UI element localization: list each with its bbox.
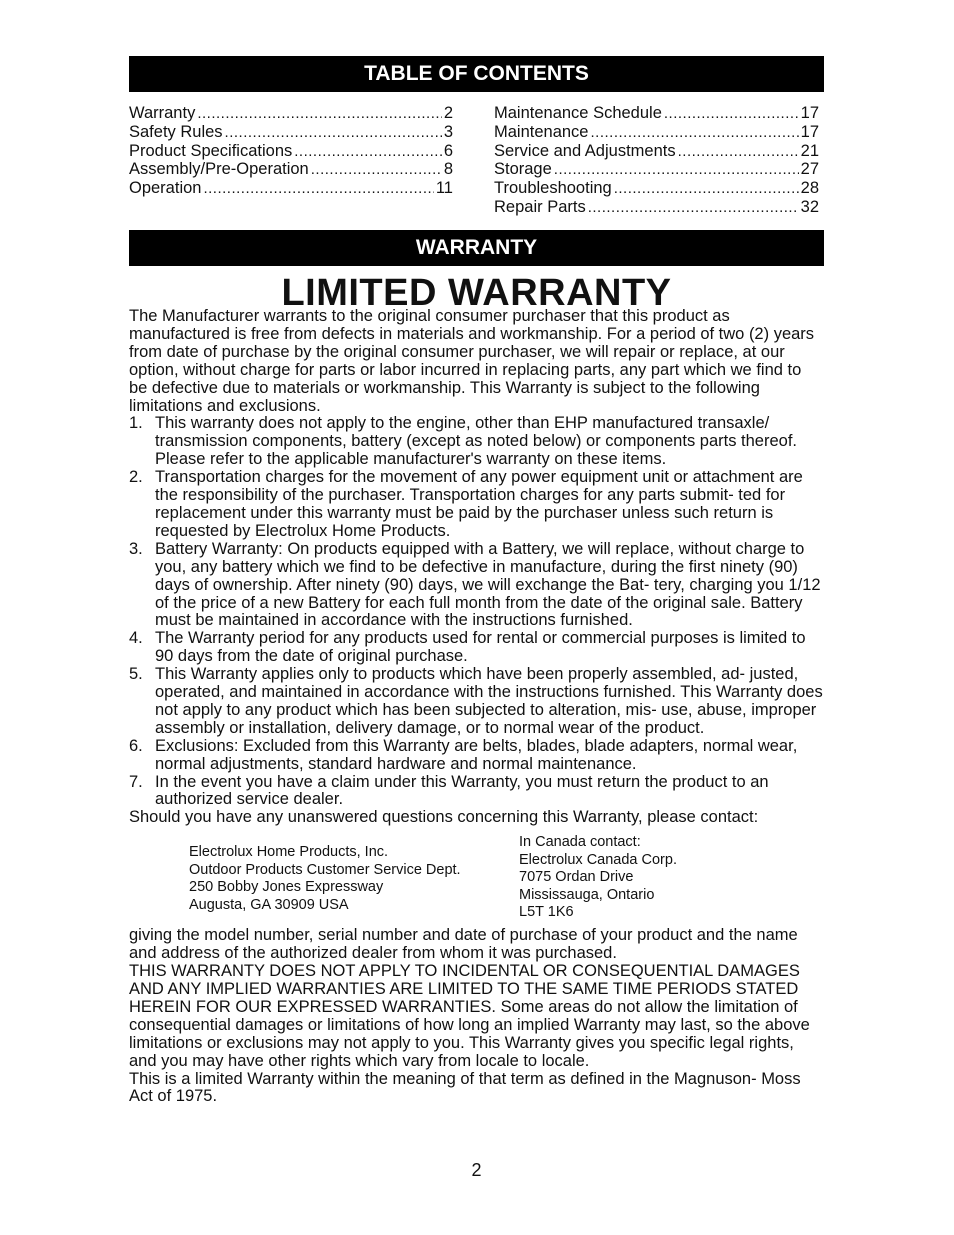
toc-entry[interactable] [129, 160, 453, 179]
address-line: Electrolux Home Products, Inc. [189, 844, 389, 861]
list-item [129, 469, 824, 541]
toc-leader [554, 161, 799, 180]
toc-entry[interactable] [129, 104, 453, 123]
list-item [129, 738, 824, 774]
toc-entry-page: 32 [800, 197, 819, 216]
list-item-text: Battery Warranty: On products equipped with a Battery, we will replace, without charge to you, any battery which we find to be defective in manufacture, during the first ninety (90) days of ownership. After ninety (90) days, we will exchange the Bat- tery, charging you 1/12 of the price of a new Battery for each full month from the date of the original sale. Battery must be maintained in accordance with the instructions furnished. [155, 539, 821, 630]
toc-entry[interactable] [494, 104, 819, 123]
list-item-number: 4. [129, 629, 143, 648]
list-item [129, 415, 824, 469]
list-item-text: In the event you have a claim under this Warranty, you must return the product to an authorized service dealer. [155, 772, 769, 809]
list-item [129, 774, 824, 810]
list-item-number: 2. [129, 468, 143, 487]
toc-entry-page: 21 [800, 141, 819, 160]
toc-entry-label: Assembly/Pre-Operation [129, 160, 309, 179]
toc-entry-page: 8 [443, 160, 453, 179]
address-line: 7075 Ordan Drive [519, 869, 634, 886]
toc-entry-page: 17 [800, 122, 819, 141]
list-item-text: This warranty does not apply to the engine, other than EHP manufactured transaxle/ transmission components, battery (except as noted below) or components parts thereof. Please refer to the applicable manufacturer's warranty on these items. [155, 414, 797, 469]
warranty-header: WARRANTY [129, 230, 824, 266]
toc-entry-page: 3 [443, 122, 453, 141]
toc-entry-page: 28 [800, 179, 819, 198]
page-number: 2 [471, 1160, 482, 1180]
contact-prompt: Should you have any unanswered questions concerning this Warranty, please contact: [129, 808, 759, 827]
toc-entry[interactable] [129, 179, 453, 198]
toc-entry[interactable] [494, 198, 819, 217]
toc-leader [311, 161, 442, 180]
toc-entry-page: 17 [800, 104, 819, 122]
toc-entry[interactable] [129, 123, 453, 142]
toc-entry-page: 27 [800, 160, 819, 179]
toc-entry-label: Troubleshooting [494, 179, 612, 198]
toc-right-column [494, 104, 819, 217]
toc-header: TABLE OF CONTENTS [129, 56, 824, 92]
contact-address-canada [519, 834, 779, 921]
toc-leader [678, 143, 799, 162]
address-line: In Canada contact: [519, 834, 641, 851]
address-line: L5T 1K6 [519, 903, 574, 920]
toc-entry-label: Product Specifications [129, 141, 293, 160]
toc-leader [203, 180, 433, 199]
address-line: Electrolux Canada Corp. [519, 851, 677, 868]
warranty-list [129, 415, 824, 809]
toc-entry-page: 6 [443, 141, 453, 160]
toc-entry-label: Maintenance Schedule [494, 104, 662, 122]
toc-entry-page: 2 [443, 104, 453, 122]
list-item-number: 1. [129, 414, 143, 433]
toc-leader [588, 199, 799, 218]
list-item [129, 666, 824, 738]
list-item-number: 3. [129, 539, 143, 558]
address-line: Augusta, GA 30909 USA [189, 896, 349, 913]
toc-entry-label: Operation [129, 179, 202, 198]
toc-leader [225, 124, 442, 143]
closing-text: This is a limited Warranty within the meaning of that term as defined in the Magnuson- Moss Act of 1975. [129, 1069, 801, 1106]
toc-entry[interactable] [494, 123, 819, 142]
toc-entry[interactable] [494, 179, 819, 198]
toc-entry-label: Storage [494, 160, 552, 179]
toc-entry-label: Service and Adjustments [494, 141, 676, 160]
address-line: Outdoor Products Customer Service Dept. [189, 861, 461, 878]
list-item [129, 630, 824, 666]
page-title: LIMITED WARRANTY [281, 272, 672, 314]
list-item [129, 541, 824, 631]
toc-entry-label: Safety Rules [129, 122, 223, 141]
warranty-intro: The Manufacturer warrants to the original consumer purchaser that this product as manufactured is free from defects in materials and workmanship. For a period of two (2) years from date of purchase by the original consumer purchaser, we will repair or replace, at our option, without charge for parts or labor incurred in replacing parts, any part which we find to be defective due to materials or workmanship. This Warranty is subject to the following limitations and exclusions. [129, 307, 815, 415]
toc-entry-page: 11 [435, 179, 453, 198]
toc-entry-label: Maintenance [494, 122, 589, 141]
list-item-text: Exclusions: Excluded from this Warranty are belts, blades, blade adapters, normal wear, normal adjustments, standard hardware and normal maintenance. [155, 736, 798, 773]
address-line: 250 Bobby Jones Expressway [189, 879, 384, 896]
toc-leader [294, 143, 442, 162]
toc-entry-label: Warranty [129, 104, 196, 122]
toc-leader [197, 105, 441, 124]
toc-entry[interactable] [129, 142, 453, 161]
list-item-number: 7. [129, 772, 143, 791]
toc-entry[interactable] [494, 160, 819, 179]
list-item-number: 6. [129, 736, 143, 755]
giving-text: giving the model number, serial number and date of purchase of your product and the name and address of the authorized dealer from whom it was purchased. [129, 926, 798, 963]
toc-leader [664, 105, 799, 124]
list-item-text: Transportation charges for the movement of any power equipment unit or attachment are the responsibility of the purchaser. Transportation charges for any parts submit- ted for replacement under this warranty must be paid by the purchaser unless such return is requested by Electrolux Home Products. [155, 468, 803, 540]
contact-address-us [189, 834, 519, 921]
toc-leader [614, 180, 799, 199]
toc-entry-label: Repair Parts [494, 197, 586, 216]
disclaimer-text: THIS WARRANTY DOES NOT APPLY TO INCIDENTAL OR CONSEQUENTIAL DAMAGES AND ANY IMPLIED WARRANTIES ARE LIMITED TO THE SAME TIME PERIODS STATED HEREIN FOR OUR EXPRESSED WARRANTIES. Some areas do not allow the limitation of consequential damages or limitations of how long an implied Warranty may last, so the above limitations or exclusions may not apply to you. This Warranty gives you specific legal rights, and you may have other rights which vary from locale to locale. [129, 962, 810, 1070]
toc-leader [590, 124, 798, 143]
list-item-number: 5. [129, 665, 143, 684]
contact-addresses [129, 834, 824, 921]
toc-left-column [129, 104, 453, 198]
toc-entry[interactable] [494, 142, 819, 161]
address-line: Mississauga, Ontario [519, 886, 655, 903]
list-item-text: The Warranty period for any products used for rental or commercial purposes is limited to 90 days from the date of original purchase. [155, 629, 806, 666]
warranty-body [129, 308, 824, 1106]
list-item-text: This Warranty applies only to products which have been properly assembled, ad- justed, operated, and maintained in accordance with the instructions furnished. This Warranty does not apply to any product which has been subjected to alteration, mis- use, abuse, improper assembly or installation, delivery damage, or to normal wear of the product. [155, 665, 823, 737]
